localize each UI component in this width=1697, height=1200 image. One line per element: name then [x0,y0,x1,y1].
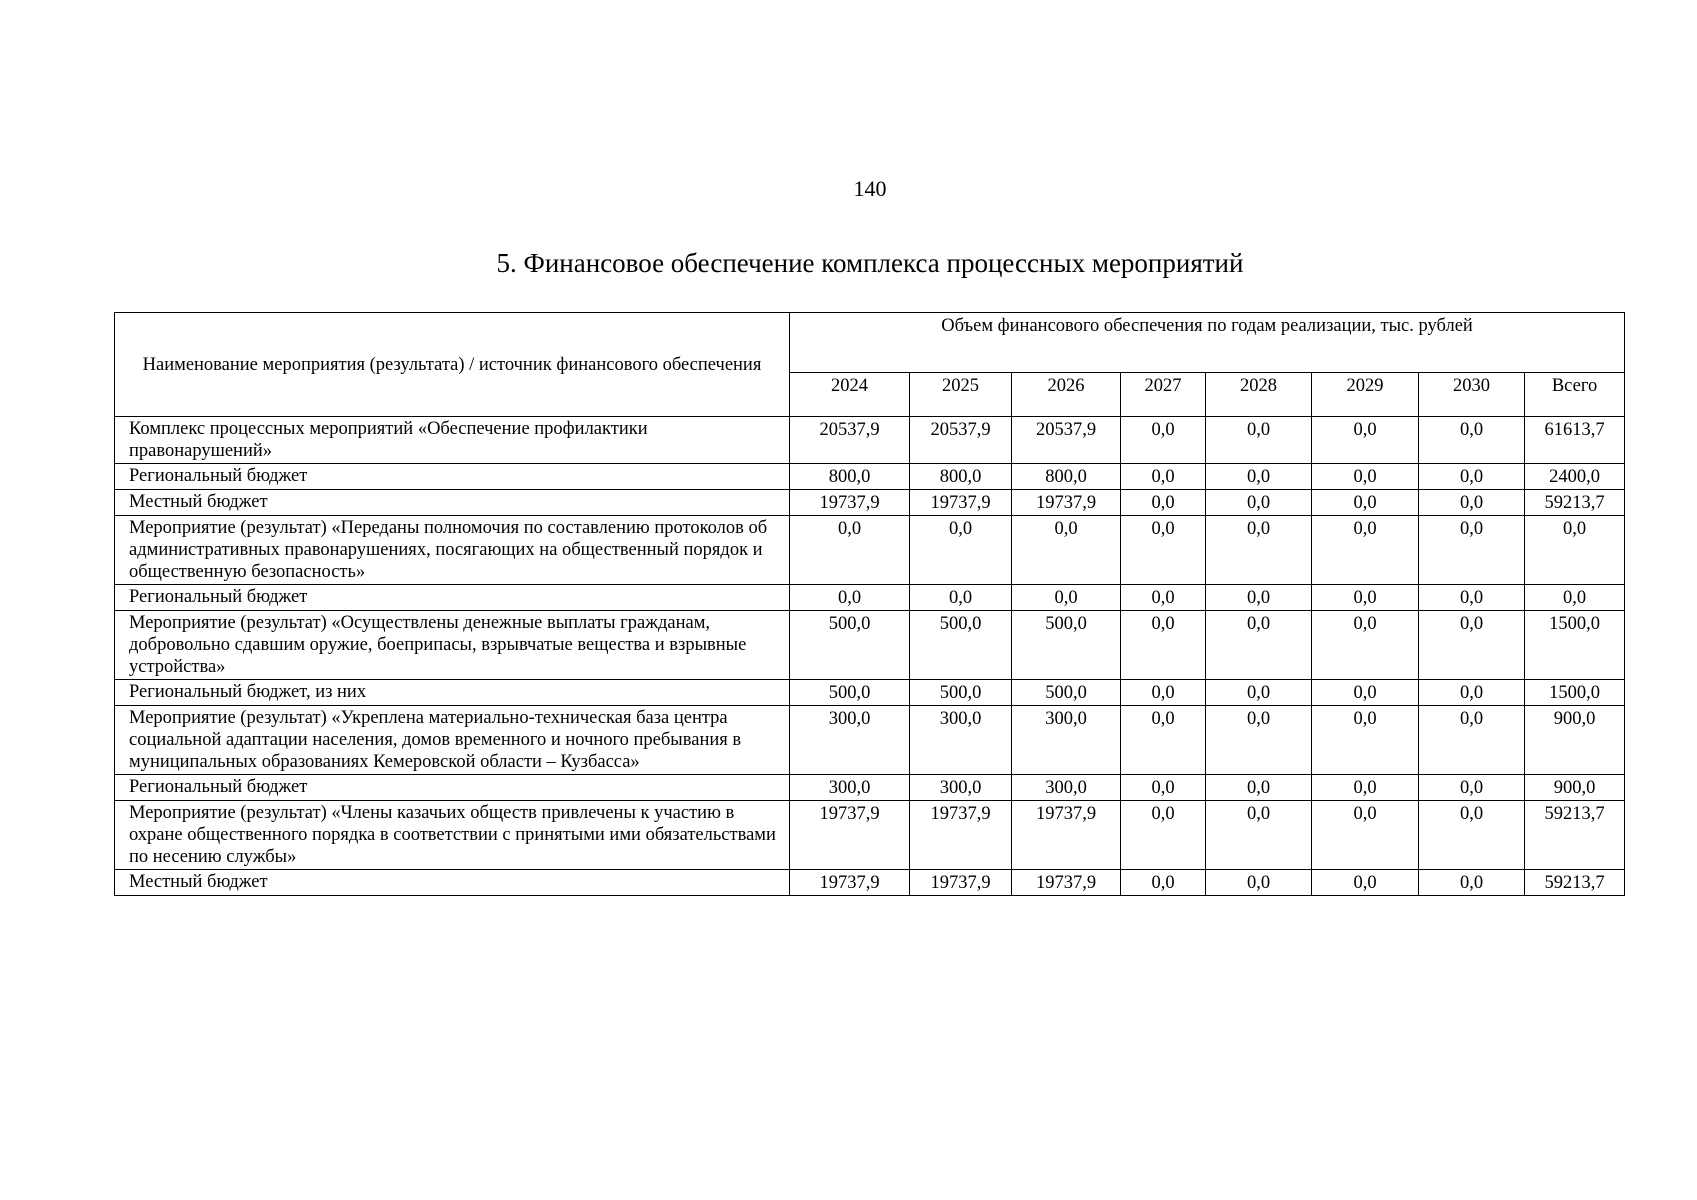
name-column-header: Наименование мероприятия (результата) / источник финансового обеспечения [115,313,790,417]
value-cell: 0,0 [790,585,910,611]
value-cell: 0,0 [1206,706,1312,775]
table-body [115,417,1625,896]
value-cell: 0,0 [1312,706,1419,775]
value-cell: 0,0 [1206,585,1312,611]
value-cell: 0,0 [1419,464,1525,490]
table-row [115,706,1625,775]
row-name-cell: Мероприятие (результат) «Члены казачьих обществ привлечены к участию в охране общественного порядка в соответствии с принятыми ими обязательствами по несению службы» [115,801,790,870]
row-name-cell: Мероприятие (результат) «Осуществлены денежные выплаты гражданам, добровольно сдавшим оружие, боеприпасы, взрывчатые вещества и взрывные устройства» [115,611,790,680]
value-cell: 0,0 [1419,801,1525,870]
value-cell: 0,0 [1206,417,1312,464]
value-cell: 0,0 [1419,870,1525,896]
value-cell: 19737,9 [910,870,1012,896]
row-name-cell: Региональный бюджет [115,775,790,801]
value-cell: 500,0 [790,611,910,680]
value-cell: 20537,9 [1012,417,1121,464]
value-cell: 0,0 [1525,516,1625,585]
value-cell: 0,0 [910,516,1012,585]
value-cell: 0,0 [1121,464,1206,490]
value-cell: 0,0 [910,585,1012,611]
row-name-cell: Местный бюджет [115,490,790,516]
value-cell: 800,0 [1012,464,1121,490]
value-cell: 300,0 [910,706,1012,775]
value-cell: 19737,9 [790,870,910,896]
value-cell: 0,0 [1206,611,1312,680]
value-cell: 0,0 [1121,870,1206,896]
value-cell: 1500,0 [1525,611,1625,680]
value-cell: 19737,9 [790,801,910,870]
year-column-header: 2025 [910,373,1012,417]
value-cell: 0,0 [1312,870,1419,896]
value-cell: 0,0 [1206,870,1312,896]
value-cell: 0,0 [1121,775,1206,801]
value-cell: 500,0 [910,611,1012,680]
value-cell: 0,0 [1312,611,1419,680]
value-cell: 300,0 [1012,706,1121,775]
table-row [115,417,1625,464]
value-cell: 20537,9 [790,417,910,464]
row-name-cell: Местный бюджет [115,870,790,896]
value-cell: 0,0 [1419,417,1525,464]
value-cell: 0,0 [1121,585,1206,611]
value-cell: 59213,7 [1525,801,1625,870]
table-row [115,870,1625,896]
value-cell: 0,0 [790,516,910,585]
page-title: 5. Финансовое обеспечение комплекса процессных мероприятий [496,248,1244,278]
value-cell: 0,0 [1525,585,1625,611]
year-column-header: 2027 [1121,373,1206,417]
funding-column-header: Объем финансового обеспечения по годам реализации, тыс. рублей [790,313,1625,373]
value-cell: 19737,9 [910,801,1012,870]
row-name-cell: Региональный бюджет, из них [115,680,790,706]
value-cell: 0,0 [1206,775,1312,801]
year-column-header: 2026 [1012,373,1121,417]
value-cell: 59213,7 [1525,490,1625,516]
value-cell: 0,0 [1012,585,1121,611]
value-cell: 0,0 [1206,680,1312,706]
value-cell: 500,0 [1012,611,1121,680]
value-cell: 0,0 [1312,516,1419,585]
value-cell: 59213,7 [1525,870,1625,896]
table-row [115,464,1625,490]
table-row [115,680,1625,706]
table-row [115,490,1625,516]
value-cell: 500,0 [1012,680,1121,706]
value-cell: 0,0 [1419,775,1525,801]
value-cell: 19737,9 [910,490,1012,516]
year-column-header: 2024 [790,373,910,417]
value-cell: 0,0 [1121,801,1206,870]
value-cell: 0,0 [1121,706,1206,775]
value-cell: 0,0 [1121,611,1206,680]
value-cell: 0,0 [1419,490,1525,516]
value-cell: 0,0 [1312,680,1419,706]
value-cell: 300,0 [1012,775,1121,801]
value-cell: 20537,9 [910,417,1012,464]
table-row [115,801,1625,870]
value-cell: 500,0 [790,680,910,706]
value-cell: 1500,0 [1525,680,1625,706]
value-cell: 0,0 [1206,490,1312,516]
value-cell: 0,0 [1312,801,1419,870]
value-cell: 800,0 [790,464,910,490]
year-column-header: Всего [1525,373,1625,417]
value-cell: 0,0 [1121,516,1206,585]
value-cell: 19737,9 [1012,801,1121,870]
value-cell: 500,0 [910,680,1012,706]
row-name-cell: Региональный бюджет [115,585,790,611]
value-cell: 0,0 [1312,490,1419,516]
value-cell: 0,0 [1206,516,1312,585]
value-cell: 0,0 [1419,706,1525,775]
row-name-cell: Мероприятие (результат) «Переданы полномочия по составлению протоколов об административных правонарушениях, посягающих на общественный порядок и общественную безопасность» [115,516,790,585]
value-cell: 900,0 [1525,706,1625,775]
table-row [115,585,1625,611]
row-name-cell: Региональный бюджет [115,464,790,490]
table-row [115,611,1625,680]
value-cell: 0,0 [1312,464,1419,490]
value-cell: 61613,7 [1525,417,1625,464]
table-header [115,313,1625,417]
row-name-cell: Мероприятие (результат) «Укреплена материально-техническая база центра социальной адаптации населения, домов временного и ночного пребывания в муниципальных образованиях Кемеровской области – Кузбасса» [115,706,790,775]
financing-table [114,312,1625,896]
value-cell: 0,0 [1206,464,1312,490]
value-cell: 0,0 [1121,680,1206,706]
value-cell: 300,0 [790,775,910,801]
year-column-header: 2030 [1419,373,1525,417]
value-cell: 0,0 [1121,490,1206,516]
value-cell: 19737,9 [790,490,910,516]
value-cell: 800,0 [910,464,1012,490]
value-cell: 19737,9 [1012,870,1121,896]
value-cell: 0,0 [1419,680,1525,706]
table-row [115,775,1625,801]
row-name-cell: Комплекс процессных мероприятий «Обеспечение профилактики правонарушений» [115,417,790,464]
value-cell: 0,0 [1419,611,1525,680]
value-cell: 0,0 [1206,801,1312,870]
value-cell: 0,0 [1012,516,1121,585]
year-column-header: 2029 [1312,373,1419,417]
value-cell: 0,0 [1419,516,1525,585]
value-cell: 900,0 [1525,775,1625,801]
value-cell: 0,0 [1419,585,1525,611]
value-cell: 19737,9 [1012,490,1121,516]
value-cell: 0,0 [1312,775,1419,801]
year-column-header: 2028 [1206,373,1312,417]
table-row [115,516,1625,585]
page-number: 140 [853,176,887,201]
value-cell: 0,0 [1121,417,1206,464]
value-cell: 300,0 [910,775,1012,801]
value-cell: 0,0 [1312,417,1419,464]
value-cell: 0,0 [1312,585,1419,611]
value-cell: 300,0 [790,706,910,775]
value-cell: 2400,0 [1525,464,1625,490]
